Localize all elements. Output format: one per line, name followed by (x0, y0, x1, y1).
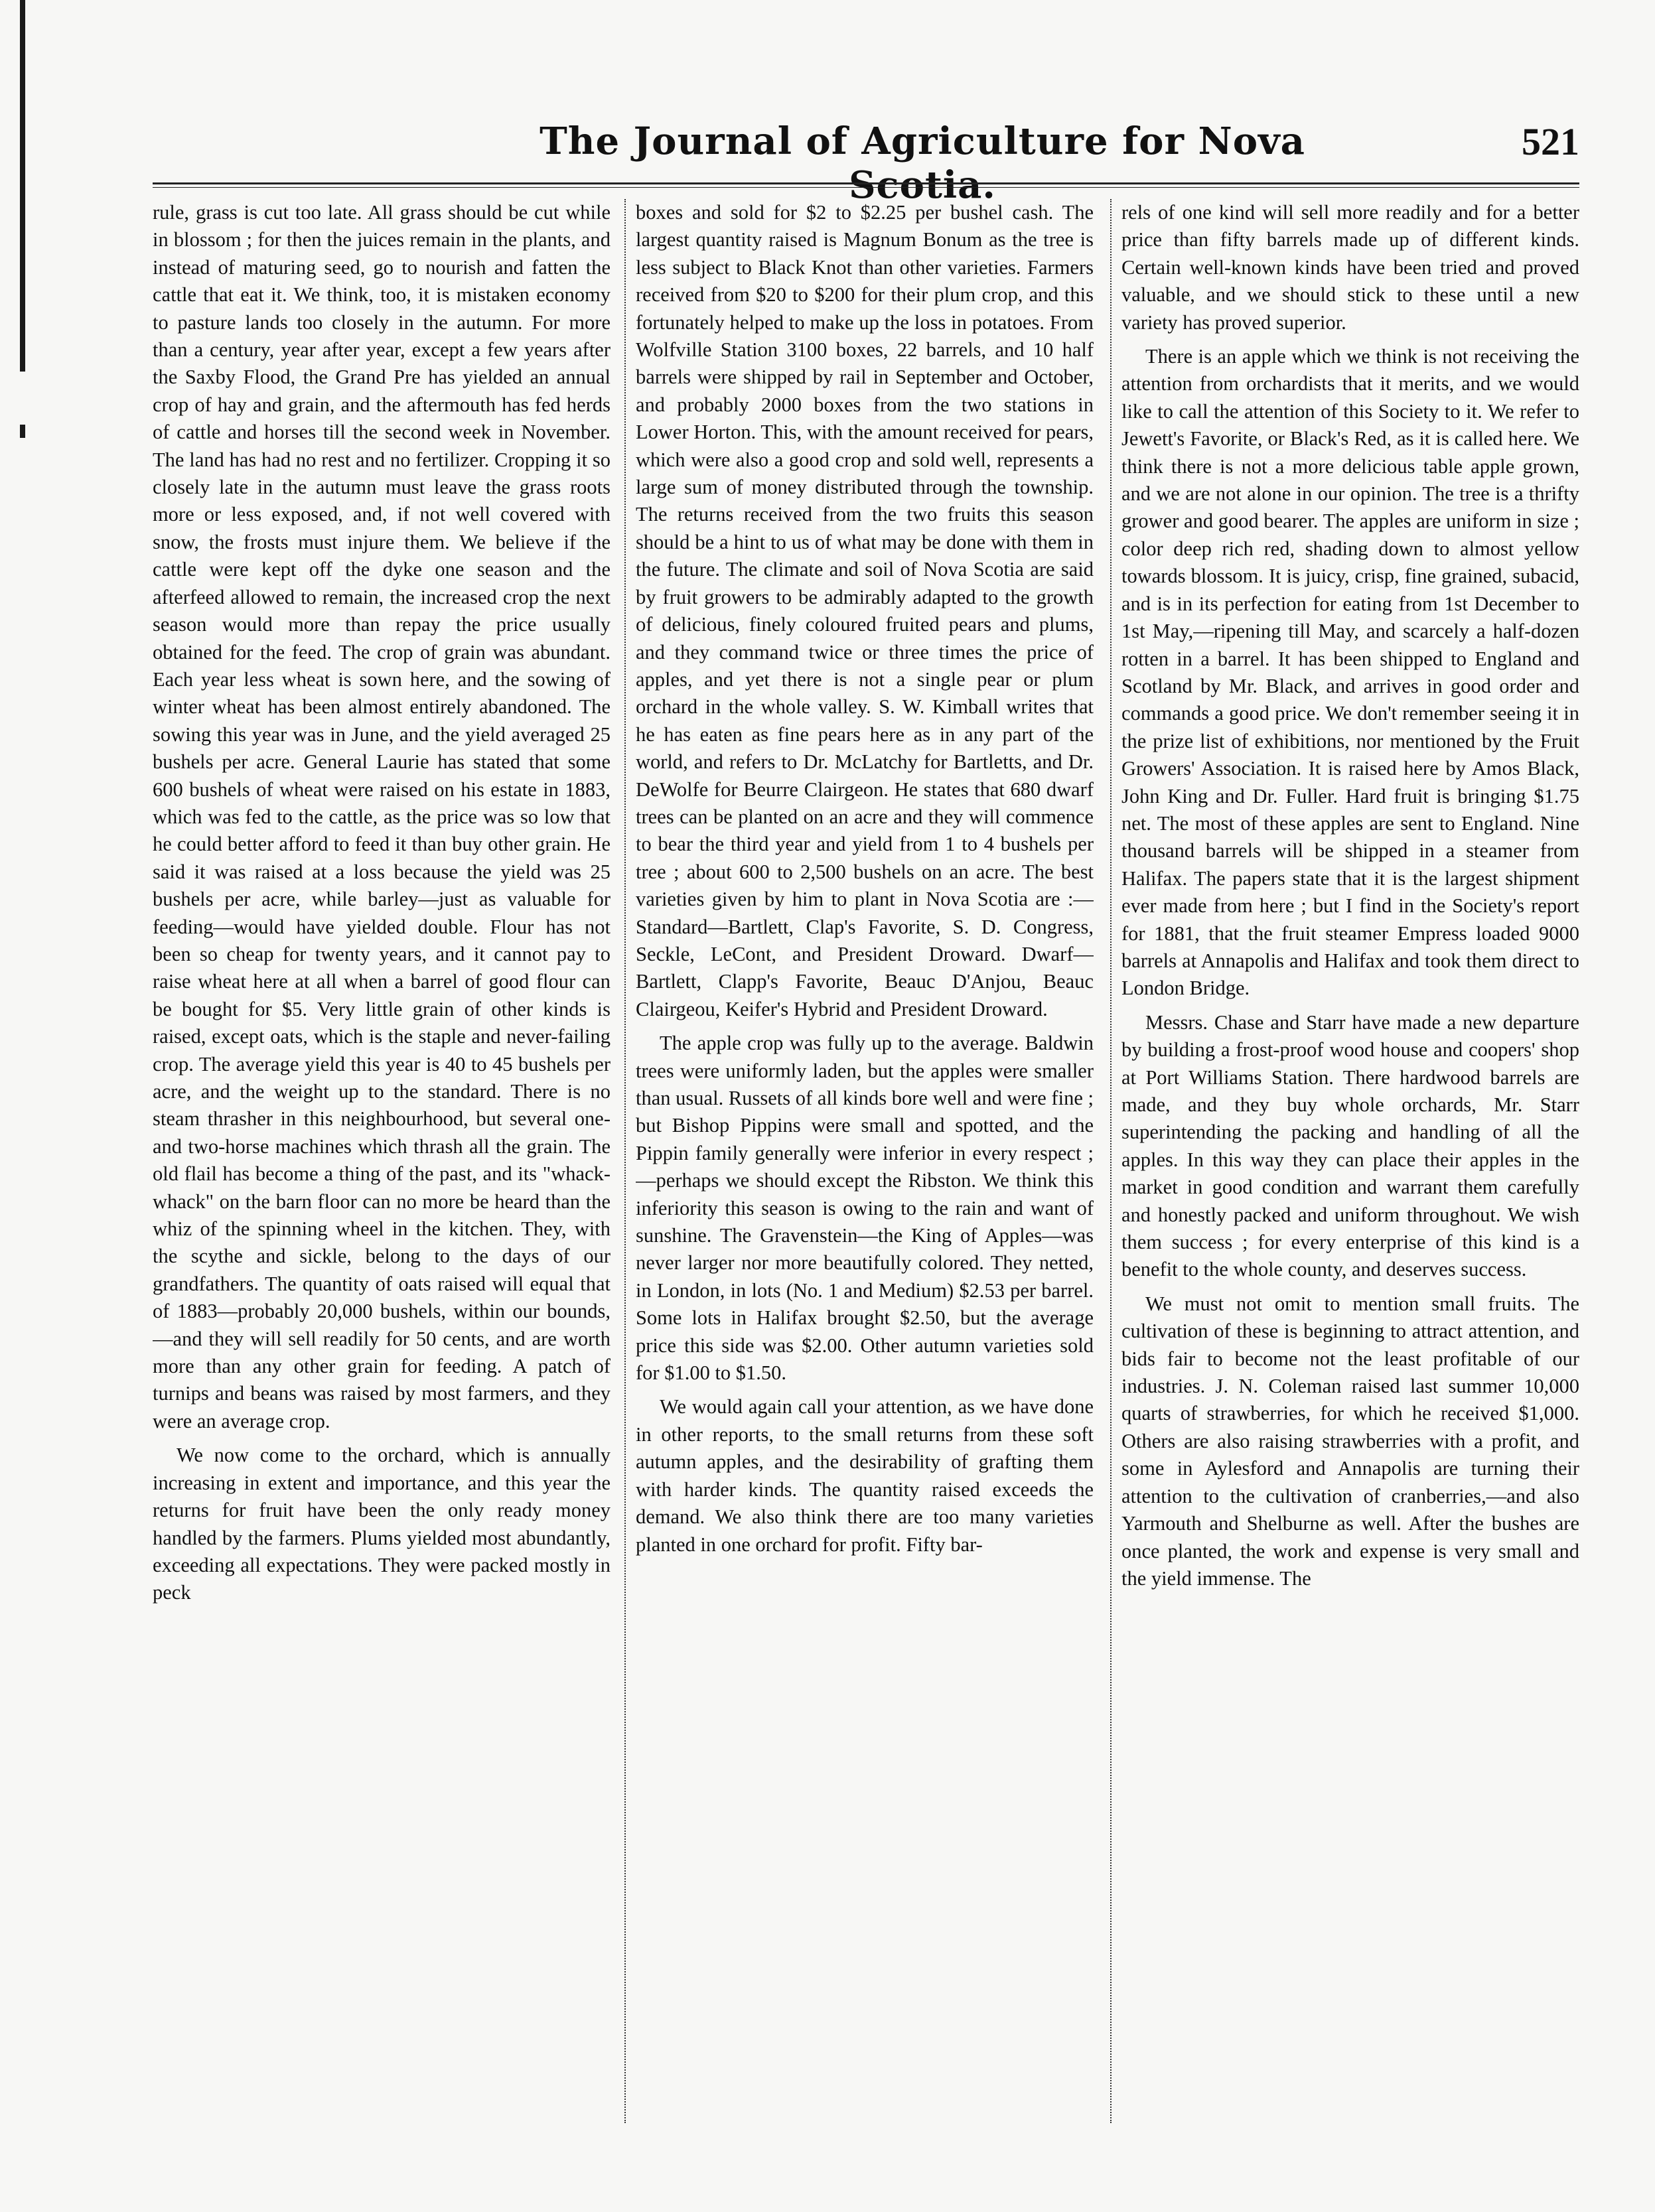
page-number: 521 (1522, 120, 1579, 163)
binding-edge-mark-lower (20, 425, 25, 438)
text-column-1 (153, 199, 611, 2123)
header-rule (153, 182, 1579, 188)
paragraph: rule, grass is cut too late. All grass should be cut while in blossom ; for then the juices remain in the plants, and instead of maturing seed, go to nourish and fatten the cattle that eat it. We think, too, it is mistaken economy to pasture lands too closely in the autumn. For more than a century, year after year, except a few years after the Saxby Flood, the Grand Pre has yielded an annual crop of hay and grain, and the aftermouth has fed herds of cattle and horses till the second week in November. The land has had no rest and no fertilizer. Cropping it so closely late in the autumn must leave the grass roots more or less exposed, and, if not well covered with snow, the frosts must injure them. We believe if the cattle were kept off the dyke one season and the afterfeed allowed to remain, the increased crop the next season would more than repay the price usually obtained for the feed. The crop of grain was abundant. Each year less wheat is sown here, and the sowing of winter wheat has been almost entirely abandoned. The sowing this year was in June, and the yield averaged 25 bushels per acre. General Laurie has stated that some 600 bushels of wheat were raised on his estate in 1883, which was fed to the cattle, as the price was so low that he could better afford to feed it than buy other grain. He said it was raised at a loss because the yield was 25 bushels per acre, while barley—just as valuable for feeding—would have yielded double. Flour has not been so cheap for twenty years, and it cannot pay to raise wheat here at all when a barrel of good flour can be bought for $5. Very little grain of other kinds is raised, except oats, which is the staple and never-failing crop. The average yield this year is 40 to 45 bushels per acre, and the weight up to the standard. There is no steam thrasher in this neighbourhood, but several one-and two-horse machines which thrash all the grain. The old flail has become a thing of the past, and its "whack-whack" on the barn floor can no more be heard than the whiz of the spinning wheel in the kitchen. They, with the scythe and sickle, belong to the days of our grandfathers. The quantity of oats raised will equal that of 1883—probably 20,000 bushels, within our bounds,—and they will sell readily for 50 cents, and are worth more than any other grain for feeding. A patch of turnips and beans was raised by most farmers, and they were an average crop. (153, 201, 611, 1432)
paragraph: The apple crop was fully up to the average. Baldwin trees were uniformly laden, but the apples were smaller than usual. Russets of all kinds bore well and were fine ; but Bishop Pippins were small and spotted, and the Pippin family generally were inferior in every respect ; —perhaps we should except the Ribston. We think this inferiority this season is owing to the rain and want of sunshine. The Gravenstein—the King of Apples—was never larger nor more beautifully colored. They netted, in London, in lots (No. 1 and Medium) $2.53 per barrel. Some lots in Halifax brought $2.50, but the average price this side was $2.00. Other autumn varieties sold for $1.00 to $1.50. (636, 1032, 1094, 1385)
paragraph: rels of one kind will sell more readily and for a better price than fifty barrels made up of different kinds. Certain well-known kinds have been tried and proved valuable, and we should stick to these until a new variety has proved superior. (1121, 201, 1579, 334)
paragraph: There is an apple which we think is not receiving the attention from orchardists that it merits, and we would like to call the attention of this Society to it. We refer to Jewett's Favorite, or Black's Red, as it is called here. We think there is not a more delicious table apple grown, and we are not alone in our opinion. The tree is a thrifty grower and good bearer. The apples are uniform in size ; color deep rich red, shading down to almost yellow towards blossom. It is juicy, crisp, fine grained, subacid, and is in its perfection for eating from 1st December to 1st May,—ripening till May, and scarcely a half-dozen rotten in a barrel. It has been shipped to England and Scotland by Mr. Black, and arrives in good order and commands a good price. We don't remember seeing it in the prize list of exhibitions, nor mentioned by the Fruit Growers' Association. It is raised here by Amos Black, John King and Dr. Fuller. Hard fruit is bringing $1.75 net. The most of these apples are sent to England. Nine thousand barrels will be shipped in a steamer from Halifax. The papers state that it is the largest shipment ever made from here ; but I find in the Society's report for 1881, that the fruit steamer Empress loaded 9000 barrels at Annapolis and Halifax and took them direct to London Bridge. (1121, 345, 1579, 1000)
page-header (153, 119, 1579, 207)
paragraph: boxes and sold for $2 to $2.25 per bushel cash. The largest quantity raised is Magnum Bonum as the tree is less subject to Black Knot than other varieties. Farmers received from $20 to $200 for their plum crop, and this fortunately helped to make up the loss in potatoes. From Wolfville Station 3100 boxes, 22 barrels, and 10 half barrels were shipped by rail in September and October, and probably 2000 boxes from the two stations in Lower Horton. This, with the amount received for pears, which were also a good crop and sold well, represents a large sum of money distributed through the township. The returns received from the two fruits this season should be a hint to us of what may be done with them in the future. The climate and soil of Nova Scotia are said by fruit growers to be admirably adapted to the growth of delicious, finely coloured fruited pears and plums, and they command twice or three times the price of apples, and yet there is not a single pear or plum orchard in the whole valley. S. W. Kimball writes that he has eaten as fine pears here as in any part of the world, and refers to Dr. McLatchy for Bartletts, and Dr. DeWolfe for Beurre Clairgeon. He states that 680 dwarf trees can be planted on an acre and they will commence to bear the third year and yield from 1 to 4 bushels per tree ; about 600 to 2,500 bushels on an acre. The best varieties given by him to plant in Nova Scotia are :—Standard—Bartlett, Clap's Favorite, S. D. Congress, Seckle, LeCont, and President Droward. Dwarf—Bartlett, Clapp's Favorite, Beauc D'Anjou, Beauc Clairgeou, Keifer's Hybrid and President Droward. (636, 201, 1094, 1020)
journal-title: The Journal of Agriculture for Nova Scotia. (540, 119, 1305, 207)
paragraph: We must not omit to mention small fruits. The cultivation of these is beginning to attract attention, and bids fair to become not the least profitable of our industries. J. N. Coleman raised last summer 10,000 quarts of strawberries, for which he received $1,000. Others are also raising strawberries with a profit, and some in Aylesford and Annapolis are turning their attention to the cultivation of cranberries,—and also Yarmouth and Shelburne as well. After the bushes are once planted, the work and expense is very small and the yield immense. The (1121, 1292, 1579, 1590)
text-column-3 (1121, 199, 1579, 2123)
paragraph: Messrs. Chase and Starr have made a new departure by building a frost-proof wood house and coopers' shop at Port Williams Station. There hardwood barrels are made, and they buy whole orchards, Mr. Starr superintending the packing and handling of all the apples. In this way they can place their apples in the market in good condition and warrant them carefully and honestly packed and uniform throughout. We wish them success ; for every enterprise of this kind is a benefit to the whole county, and deserves success. (1121, 1010, 1579, 1281)
paragraph: We would again call your attention, as we have done in other reports, to the small returns from these soft autumn apples, and the desirability of grafting them with harder kinds. The quantity raised exceeds the demand. We also think there are too many varieties planted in one orchard for profit. Fifty bar- (636, 1395, 1094, 1556)
binding-edge-mark (20, 0, 25, 372)
text-column-2 (636, 199, 1094, 2123)
paragraph: We now come to the orchard, which is annually increasing in extent and importance, and this year the returns for fruit have been the only ready money handled by the farmers. Plums yielded most abundantly, exceeding all expectations. They were packed mostly in peck (153, 1444, 611, 1604)
article-body (153, 199, 1579, 2123)
